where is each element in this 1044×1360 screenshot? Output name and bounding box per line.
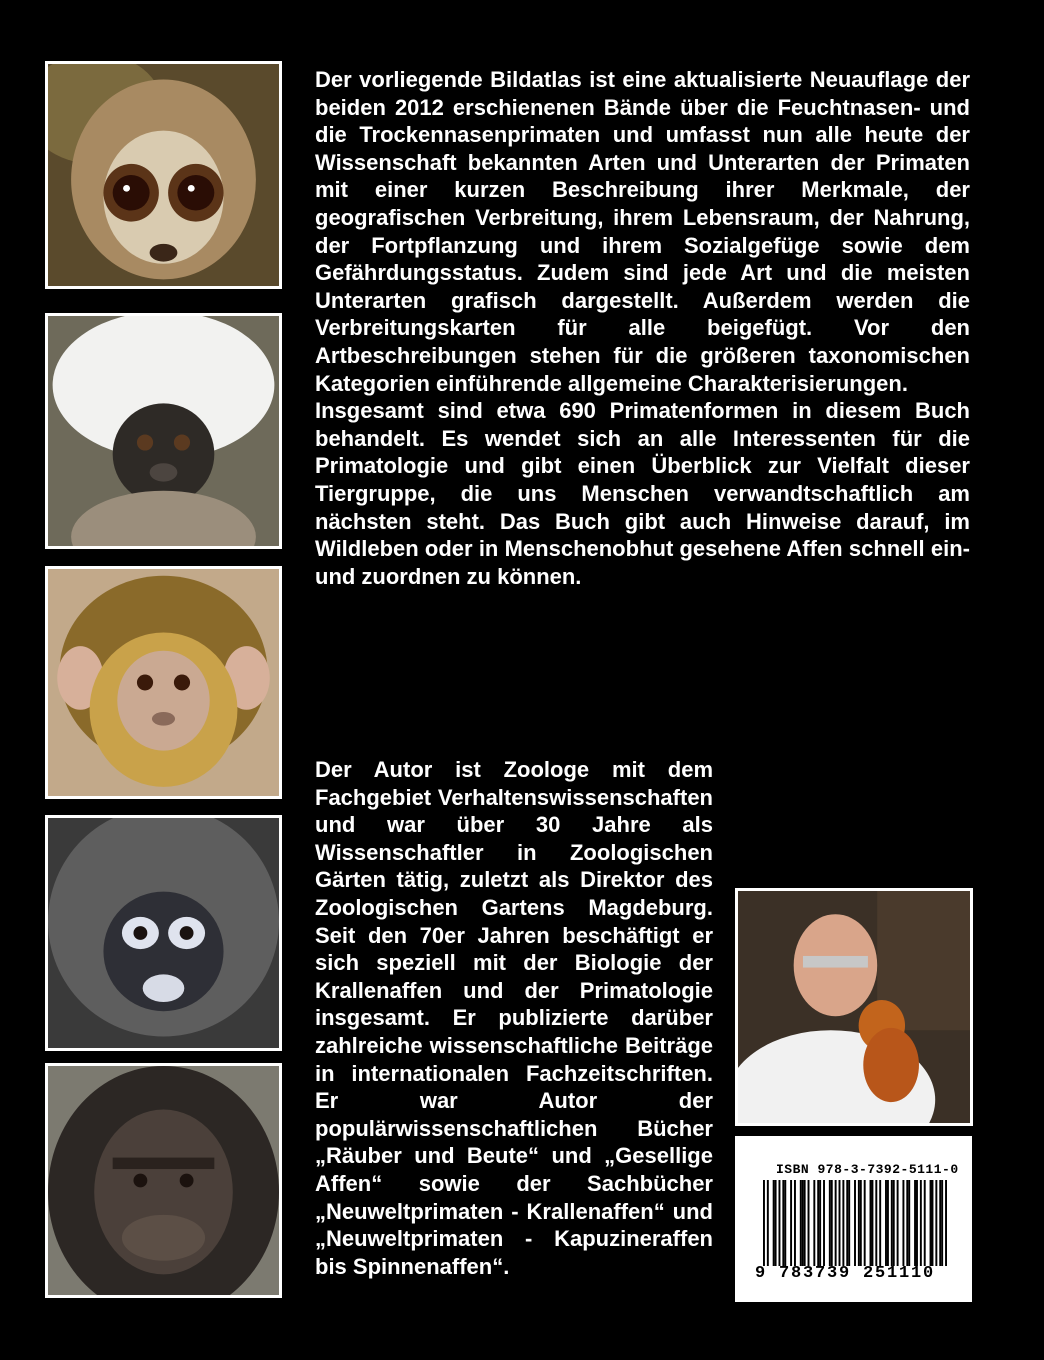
isbn-barcode	[735, 1136, 972, 1302]
langur-monkey-photo	[45, 815, 282, 1051]
slow-loris-photo	[45, 61, 282, 289]
barcode-bars	[763, 1180, 947, 1266]
cotton-top-tamarin-photo	[45, 313, 282, 549]
author-with-monkey-photo	[735, 888, 973, 1126]
author-bio-text: Der Autor ist Zoologe mit dem Fachgebiet Verhaltenswissenschaften und war über 30 Jahre als Wissenschaftler in Zoologischen Gärten tätig, zuletzt als Direktor des Zoologischen Gartens Magdeburg. Seit den 70er Jahren beschäftigt er sich speziell mit der Biologie der Krallenaffen und der Primatologie insgesamt. Er publizierte darüber zahlreiche wissenschaftliche Beiträge in internationalen Fachzeitschriften. Er war Autor der populärwissenschaftlichen Bücher „Räuber und Beute“ und „Gesellige Affen“ sowie der Sachbücher „Neuweltprimaten - Krallenaffen“ und „Neuweltprimaten - Kapuzineraffen bis Spinnenaffen“.	[315, 757, 713, 1279]
author-bio	[315, 756, 713, 1280]
book-description	[315, 66, 970, 590]
isbn-label: ISBN 978-3-7392-5111-0	[776, 1162, 959, 1177]
chimpanzee-photo	[45, 1063, 282, 1298]
description-paragraph: Insgesamt sind etwa 690 Primatenformen in diesem Buch behandelt. Es wendet sich an alle Interessenten für die Primatologie und gibt einen Überblick zur Vielfalt dieser Tiergruppe, die uns Menschen verwandtschaftlich am nächsten steht. Das Buch gibt auch Hinweise darauf, im Wildleben oder in Menschenobhut gesehene Affen schnell ein- und zuordnen zu können.	[315, 398, 970, 589]
guenon-monkey-photo	[45, 566, 282, 799]
ean-digits: 9 783739 251110	[755, 1264, 936, 1283]
description-paragraph: Der vorliegende Bildatlas ist eine aktualisierte Neuauflage der beiden 2012 erschienenen Bände über die Feuchtnasen- und die Trockennasenprimaten und umfasst nun alle heute der Wissenschaft bekannten Arten und Unterarten der Primaten mit einer kurzen Beschreibung ihrer Merkmale, der geografischen Verbreitung, ihrem Lebensraum, der Nahrung, der Fortpflanzung und ihrem Sozialgefüge sowie dem Gefährdungsstatus. Zudem sind jede Art und die meisten Unterarten grafisch dargestellt. Außerdem werden die Verbreitungskarten für alle beigefügt. Vor den Artbeschreibungen stehen für die größeren taxonomischen Kategorien einführende allgemeine Charakterisierungen.	[315, 67, 970, 396]
